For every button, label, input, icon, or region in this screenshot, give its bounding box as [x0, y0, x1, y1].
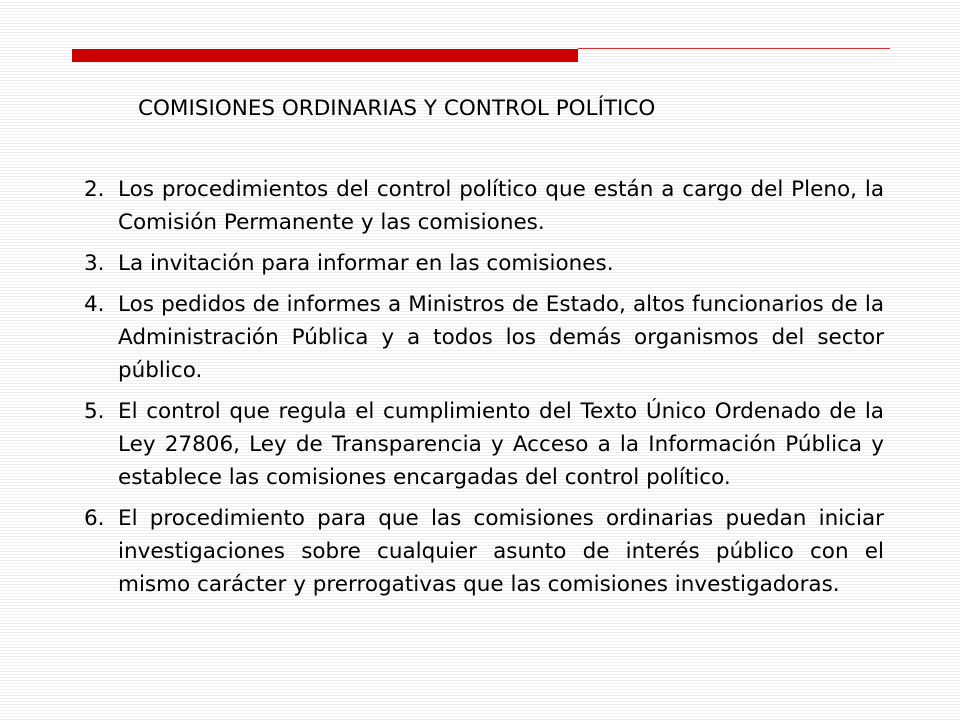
item-text: El control que regula el cumplimiento del Texto Único Ordenado de la Ley 27806, Ley de Transparencia y Acceso a la Información Pública y establece las comisiones encargadas del control político. [118, 399, 884, 490]
item-number: 5. [84, 399, 105, 424]
item-text: Los procedimientos del control político que están a cargo del Pleno, la Comisión Permanente y las comisiones. [118, 177, 884, 235]
slide-title: COMISIONES ORDINARIAS Y CONTROL POLÍTICO [138, 96, 656, 121]
item-text: Los pedidos de informes a Ministros de Estado, altos funcionarios de la Administración Pública y a todos los demás organismos del sector público. [118, 292, 884, 383]
item-text: La invitación para informar en las comisiones. [118, 251, 614, 276]
item-number: 4. [84, 292, 105, 317]
list-item [84, 288, 884, 387]
numbered-list [84, 173, 884, 609]
item-text: El procedimiento para que las comisiones ordinarias puedan iniciar investigaciones sobre cualquier asunto de interés público con el mismo carácter y prerrogativas que las comisiones investigadoras. [118, 506, 884, 597]
list-item [84, 173, 884, 239]
item-number: 3. [84, 251, 105, 276]
item-number: 2. [84, 177, 105, 202]
list-item [84, 395, 884, 494]
list-item [84, 502, 884, 601]
accent-bar [72, 49, 578, 62]
item-number: 6. [84, 506, 105, 531]
accent-line [578, 48, 890, 49]
list-item [84, 247, 884, 280]
